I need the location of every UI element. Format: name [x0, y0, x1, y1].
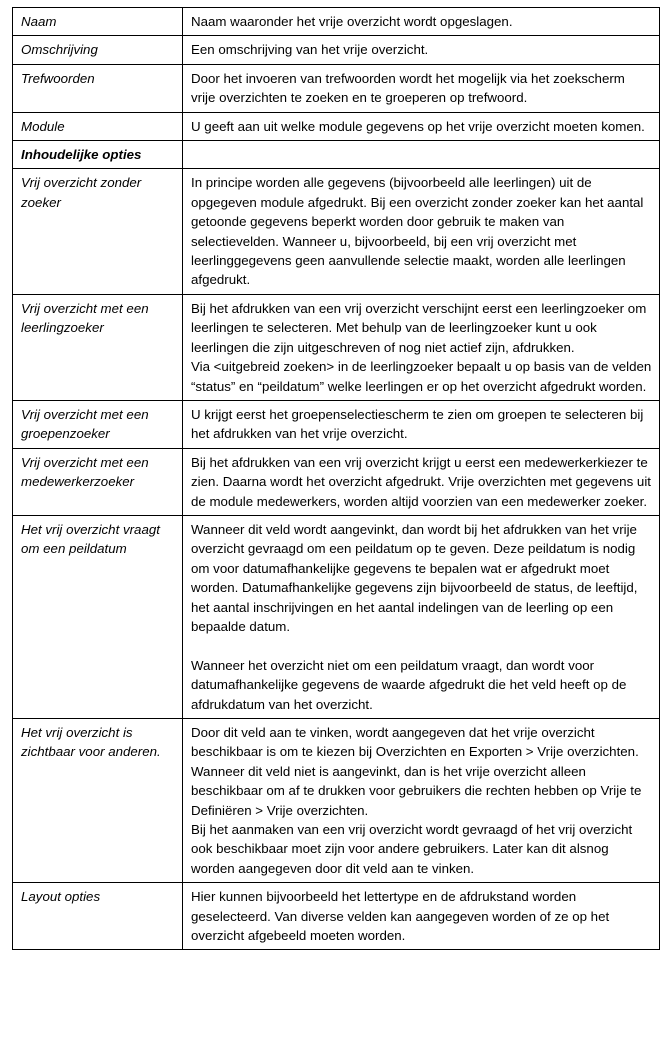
description-paragraph: Bij het afdrukken van een vrij overzicht verschijnt eerst een leerlingzoeker om leerlingen te selecteren. Met behulp van de leerlingzoeker kunt u ook leerlingen die zijn uitgeschreven of nog niet actief zijn, afdrukken.: [191, 300, 647, 355]
table-row: [13, 515, 660, 718]
term-cell: Vrij overzicht met een medewerkerzoeker: [13, 448, 183, 515]
description-cell: [183, 36, 660, 64]
table-row: [13, 718, 660, 882]
term-cell: Layout opties: [13, 883, 183, 950]
description-cell: [183, 515, 660, 718]
table-row: [13, 400, 660, 448]
table-row: [13, 294, 660, 400]
description-paragraph: U geeft aan uit welke module gegevens op het vrije overzicht moeten komen.: [191, 118, 645, 134]
description-paragraph: Bij het afdrukken van een vrij overzicht krijgt u eerst een medewerkerkiezer te zien. Daarna wordt het overzicht afgedrukt. Vrije overzichten met gegevens uit de module medewerkers, worden altijd voorzien van een medewerker zoeker.: [191, 454, 651, 509]
table-row: [13, 169, 660, 294]
term-cell: Omschrijving: [13, 36, 183, 64]
description-paragraph: Door dit veld aan te vinken, wordt aangegeven dat het vrije overzicht beschikbaar is om te kiezen bij Overzichten en Exporten > Vrije overzichten.: [191, 724, 639, 760]
term-cell: Vrij overzicht zonder zoeker: [13, 169, 183, 294]
term-cell: Naam: [13, 8, 183, 36]
description-paragraph: U krijgt eerst het groepenselectiescherm te zien om groepen te selecteren bij het afdrukken van het vrije overzicht.: [191, 406, 644, 442]
description-paragraph: Wanneer het overzicht niet om een peildatum vraagt, dan wordt voor datumafhankelijke gegevens de waarde afgedrukt die het veld heeft op de afdrukdatum van het overzicht.: [191, 657, 627, 712]
description-cell: [183, 400, 660, 448]
description-cell: [183, 112, 660, 140]
description-paragraph: Bij het aanmaken van een vrij overzicht wordt gevraagd of het vrij overzicht ook beschikbaar moet zijn voor andere gebruikers. Later kan dit alsnog worden aangegeven door dit veld aan te vinken.: [191, 822, 633, 876]
table-body: [13, 8, 660, 950]
description-paragraph: Wanneer dit veld niet is aangevinkt, dan is het vrije overzicht alleen beschikbaar om af te drukken voor gebruikers die rechten hebben op Vrije te Definiëren > Vrije overzichten.: [191, 763, 642, 818]
document-body: [12, 7, 659, 950]
description-paragraph: Door het invoeren van trefwoorden wordt het mogelijk via het zoekscherm vrije overzichten te zoeken en te groeperen op trefwoord.: [191, 70, 625, 106]
table-row: [13, 883, 660, 950]
description-cell: [183, 294, 660, 400]
description-paragraph: In principe worden alle gegevens (bijvoorbeeld alle leerlingen) uit de opgegeven module afgedrukt. Bij een overzicht zonder zoeker kan het aantal getoonde gegevens beperkt worden door gebruik te maken van selectievelden. Wanneer u, bijvoorbeeld, bij een vrij overzicht met leerlinggegevens geen aanvullende selectie maakt, worden alle leerlingen afgedrukt.: [191, 175, 644, 288]
description-paragraph: Hier kunnen bijvoorbeeld het lettertype en de afdrukstand worden geselecteerd. Van diverse velden kan aangegeven worden of ze op het overzicht afgebeeld moeten worden.: [191, 889, 610, 944]
description-cell: [183, 141, 660, 169]
description-cell: [183, 169, 660, 294]
description-paragraph: Een omschrijving van het vrije overzicht.: [191, 42, 429, 58]
description-cell: [183, 8, 660, 36]
term-cell: Module: [13, 112, 183, 140]
table-row: [13, 448, 660, 515]
term-cell: Het vrij overzicht vraagt om een peildatum: [13, 515, 183, 718]
table-row: [13, 141, 660, 169]
description-cell: [183, 64, 660, 112]
description-paragraph: Wanneer dit veld wordt aangevinkt, dan wordt bij het afdrukken van het vrije overzicht gevraagd om een peildatum op te geven. Deze peildatum is nodig om voor datumafhankelijke gegevens te bepalen wat er afgedrukt moet worden. Datumafhankelijke gegevens zijn bijvoorbeeld de status, de leeftijd, het aantal inschrijvingen en het aantal indelingen van de leerling op een bepaalde datum.: [191, 521, 638, 634]
term-cell: Het vrij overzicht is zichtbaar voor anderen.: [13, 718, 183, 882]
section-heading-cell: Inhoudelijke opties: [13, 141, 183, 169]
description-cell: [183, 718, 660, 882]
term-cell: Trefwoorden: [13, 64, 183, 112]
term-cell: Vrij overzicht met een groepenzoeker: [13, 400, 183, 448]
table-row: [13, 112, 660, 140]
description-paragraph: Naam waaronder het vrije overzicht wordt opgeslagen.: [191, 14, 513, 29]
description-paragraph: Via <uitgebreid zoeken> in de leerlingzoeker bepaalt u op basis van de velden “status” en “peildatum” welke leerlingen er op het overzicht afgedrukt worden.: [191, 359, 652, 394]
description-cell: [183, 883, 660, 950]
term-cell: Vrij overzicht met een leerlingzoeker: [13, 294, 183, 400]
field-description-table: [12, 7, 660, 950]
table-row: [13, 36, 660, 64]
description-cell: [183, 448, 660, 515]
table-row: [13, 8, 660, 36]
table-row: [13, 64, 660, 112]
